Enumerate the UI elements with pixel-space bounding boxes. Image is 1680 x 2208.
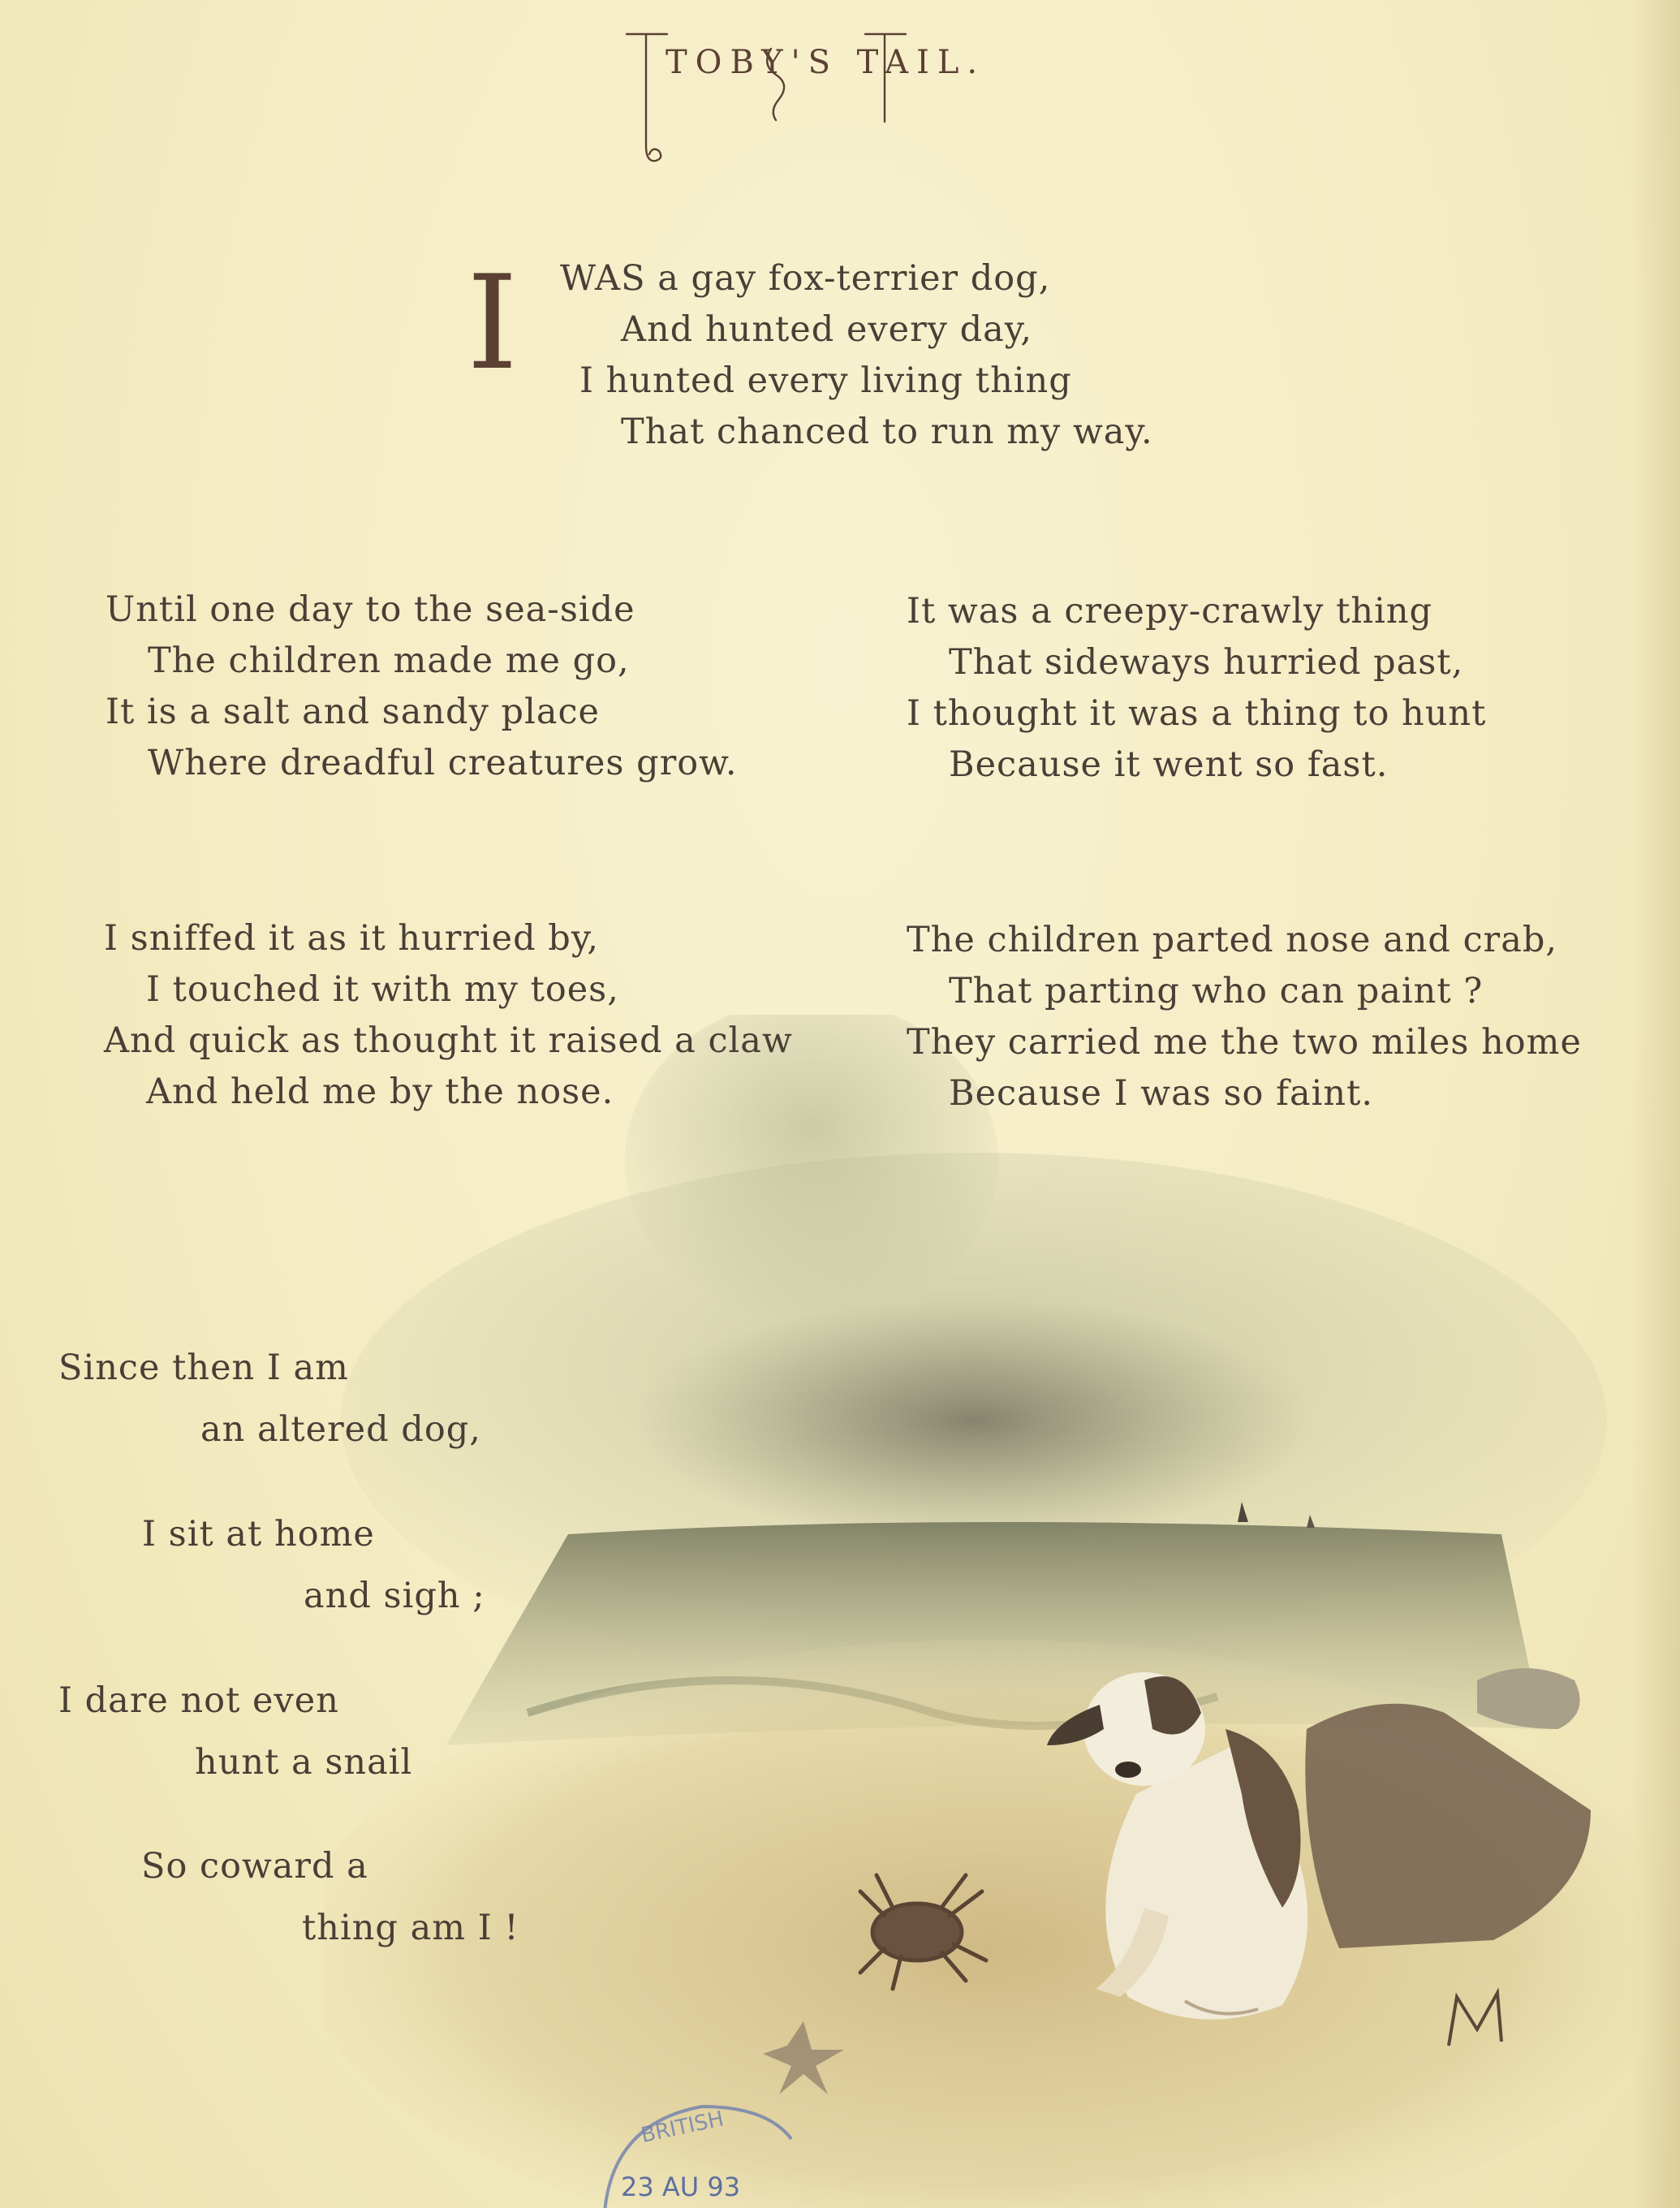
- intro-stanza: [560, 253, 1153, 458]
- stanza-5-line-4: Because I was so faint.: [949, 1073, 1374, 1114]
- storm-cloud: [633, 1299, 1315, 1542]
- stanza-4-line-4: And held me by the nose.: [146, 1072, 614, 1112]
- stanza-4: [104, 913, 793, 1118]
- stanza-5-line-3: They carried me the two miles home: [907, 1022, 1582, 1063]
- stanza-5-line-1: The children parted nose and crab,: [907, 920, 1558, 960]
- beach-illustration: [325, 1015, 1639, 2208]
- final-line-1: Since then I am: [58, 1348, 349, 1388]
- stanza-3-line-2: That sideways hurried past,: [949, 642, 1464, 683]
- stanza-3-line-3: I thought it was a thing to hunt: [907, 693, 1487, 734]
- stanza-4-line-2: I touched it with my toes,: [146, 969, 619, 1010]
- stanza-4-line-3: And quick as thought it raised a claw: [104, 1020, 793, 1061]
- drop-cap: I: [467, 247, 519, 399]
- title-text: TOBY'S TAIL.: [666, 44, 986, 81]
- stanza-5-line-2: That parting who can paint ?: [949, 971, 1484, 1011]
- stanza-4-line-1: I sniffed it as it hurried by,: [104, 918, 600, 959]
- final-line-6: hunt a snail: [195, 1742, 413, 1783]
- final-line-8: thing am I !: [302, 1908, 519, 1948]
- stanza-3: [907, 586, 1486, 791]
- stanza-2: [106, 584, 738, 789]
- final-line-4: and sigh ;: [304, 1576, 485, 1616]
- stanza-3-line-4: Because it went so fast.: [949, 744, 1389, 785]
- intro-line-3: I hunted every living thing: [579, 360, 1072, 401]
- stanza-2-line-4: Where dreadful creatures grow.: [148, 743, 738, 783]
- intro-line-1: WAS a gay fox-terrier dog,: [560, 258, 1051, 299]
- stanza-2-line-2: The children made me go,: [148, 640, 630, 681]
- final-line-3: I sit at home: [142, 1514, 375, 1555]
- final-line-5: I dare not even: [58, 1680, 339, 1721]
- final-line-7: So coward a: [141, 1846, 368, 1887]
- stanza-5: [907, 915, 1582, 1119]
- stanza-3-line-1: It was a creepy-crawly thing: [907, 591, 1433, 632]
- stamp-date: 23 AU 93: [621, 2171, 741, 2202]
- final-line-2: an altered dog,: [200, 1409, 481, 1450]
- stanza-2-line-1: Until one day to the sea-side: [106, 589, 635, 630]
- page-title: [617, 24, 1039, 179]
- stamp-top-text: BRITISH: [639, 2107, 726, 2149]
- intro-line-4: That chanced to run my way.: [621, 412, 1153, 452]
- library-stamp: [597, 2090, 799, 2208]
- intro-line-2: And hunted every day,: [621, 309, 1033, 350]
- stanza-2-line-3: It is a salt and sandy place: [106, 692, 600, 732]
- title-flourish-t: [627, 34, 667, 161]
